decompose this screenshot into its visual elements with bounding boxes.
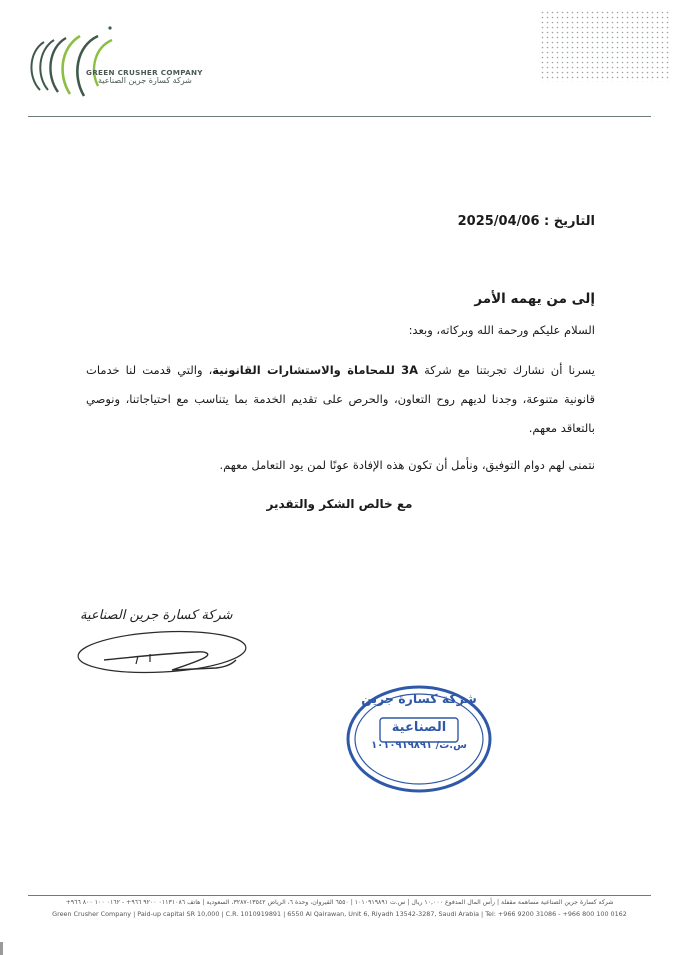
- dotted-pattern-icon: [540, 10, 670, 82]
- date-value: 2025/04/06: [457, 214, 540, 229]
- footer-divider: [28, 895, 651, 896]
- page-edge-mark: [0, 942, 3, 955]
- company-name-en: GREEN CRUSHER COMPANY: [86, 68, 203, 77]
- company-name-ar: شركة كسارة جرين الصناعية: [98, 76, 192, 85]
- para-after: ، والتي قدمت لنا خدمات قانونية متنوعة، وجدنا لديهم روح التعاون، والحرص على تقديم الخدمة بما يتناسب مع احتياجاتنا، ونوصي بالتعاقد معهم.: [86, 363, 595, 435]
- stamp-cr-text: س.ت/ ١٠١٠٩١٩٨٩١: [371, 740, 467, 751]
- firm-name: 3A للمحاماة والاستشارات القانونية: [212, 363, 419, 377]
- greeting: السلام عليكم ورحمة الله وبركاته، وبعد:: [408, 323, 595, 337]
- date-label: التاريخ :: [544, 214, 595, 229]
- closing-wish: نتمنى لهم دوام التوفيق، ونأمل أن تكون هذه الإفادة عونًا لمن يود التعامل معهم.: [219, 458, 595, 472]
- letter-date: [458, 214, 595, 229]
- stamp-middle-text: الصناعية: [391, 720, 447, 735]
- regards: مع خالص الشكر والتقدير: [266, 497, 413, 511]
- footer-arabic: شركة كسارة جرين الصناعية مساهمة مقفلة | رأس المال المدفوع ١٠,٠٠٠ ريال | س.ت ١٠١٠٩١٩٨٩١ | ٦٥٥٠ القيروان، وحدة ٦، الرياض ١٣٥٤٢-٣٢٨٧، السعودية | هاتف ٠١١٣١٠٨٦ ٩٢٠٠ ٩٦٦+ - ٠١٦٢ ١٠٠ ٨٠٠ ٩٦٦+: [65, 899, 614, 906]
- salutation: إلى من يهمه الأمر: [474, 291, 595, 307]
- signature-label: شركة كسارة جرين الصناعية: [80, 608, 233, 623]
- footer-english: Green Crusher Company | Paid-up capital SR 10,000 | C.R. 1010919891 | 6550 Al Qairawan, Unit 6, Riyadh 13542-3287, Saudi Arabia | Tel: +966 9200 31086 - +966 800 100 0162: [52, 910, 627, 918]
- stamp-top-text: شركة كسارة جرين: [361, 691, 477, 706]
- body-paragraph: [86, 356, 595, 443]
- handwritten-signature-icon: [76, 624, 256, 684]
- para-before: يسرنا أن نشارك تجربتنا مع شركة: [424, 363, 595, 377]
- header-divider: [28, 116, 651, 117]
